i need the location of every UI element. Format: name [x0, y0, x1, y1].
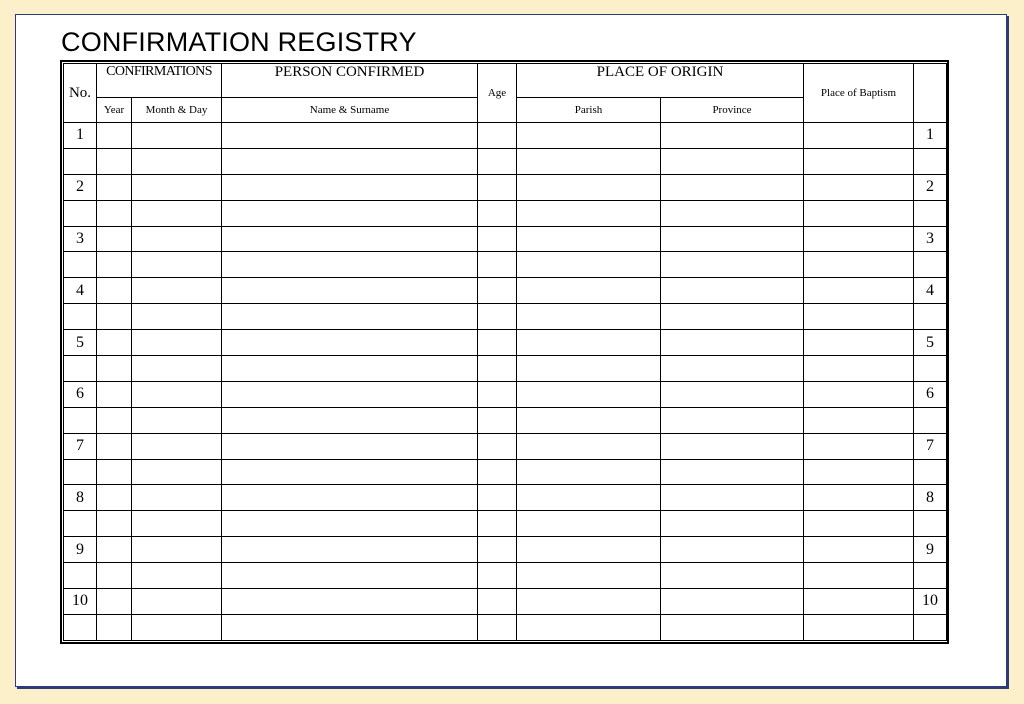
entry-number-left: 1 — [64, 123, 97, 149]
year-cell — [97, 614, 132, 640]
place-of-baptism-cell — [804, 278, 914, 304]
province-cell — [661, 200, 804, 226]
entry-number-left-blank — [64, 252, 97, 278]
entry-row — [64, 226, 947, 252]
age-cell — [478, 174, 517, 200]
entry-row-continuation — [64, 200, 947, 226]
year-cell — [97, 589, 132, 615]
name-surname-cell — [222, 511, 478, 537]
month-day-cell — [132, 356, 222, 382]
entry-number-right: 9 — [914, 537, 947, 563]
name-surname-cell — [222, 330, 478, 356]
name-surname-cell — [222, 614, 478, 640]
age-cell — [478, 459, 517, 485]
place-of-baptism-cell — [804, 252, 914, 278]
parish-cell — [517, 563, 661, 589]
age-cell — [478, 433, 517, 459]
entry-row — [64, 123, 947, 149]
name-surname-cell — [222, 537, 478, 563]
entry-number-right: 5 — [914, 330, 947, 356]
age-cell — [478, 226, 517, 252]
entry-number-right-blank — [914, 356, 947, 382]
place-of-baptism-cell — [804, 433, 914, 459]
entry-number-right-blank — [914, 511, 947, 537]
province-cell — [661, 330, 804, 356]
parish-cell — [517, 589, 661, 615]
year-cell — [97, 356, 132, 382]
entry-row — [64, 485, 947, 511]
entry-row — [64, 381, 947, 407]
place-of-baptism-cell — [804, 123, 914, 149]
entry-row — [64, 537, 947, 563]
month-day-cell — [132, 278, 222, 304]
entry-number-right-blank — [914, 304, 947, 330]
month-day-cell — [132, 381, 222, 407]
name-surname-cell — [222, 278, 478, 304]
entry-row-continuation — [64, 511, 947, 537]
parish-cell — [517, 304, 661, 330]
province-cell — [661, 278, 804, 304]
place-of-baptism-cell — [804, 148, 914, 174]
parish-cell — [517, 407, 661, 433]
entry-number-right-blank — [914, 200, 947, 226]
place-of-baptism-cell — [804, 407, 914, 433]
age-cell — [478, 511, 517, 537]
parish-cell — [517, 148, 661, 174]
month-day-cell — [132, 174, 222, 200]
entry-number-right-blank — [914, 614, 947, 640]
age-cell — [478, 148, 517, 174]
entry-number-right-blank — [914, 148, 947, 174]
province-cell — [661, 356, 804, 382]
registry-table — [63, 63, 947, 641]
entry-number-left: 4 — [64, 278, 97, 304]
age-cell — [478, 356, 517, 382]
year-cell — [97, 407, 132, 433]
entry-number-left-blank — [64, 511, 97, 537]
header-age: Age — [478, 64, 517, 123]
header-province: Province — [661, 98, 804, 123]
entry-number-right: 3 — [914, 226, 947, 252]
header-place-of-baptism: Place of Baptism — [804, 64, 914, 123]
entry-number-left: 9 — [64, 537, 97, 563]
age-cell — [478, 614, 517, 640]
place-of-baptism-cell — [804, 563, 914, 589]
entry-number-right-blank — [914, 252, 947, 278]
age-cell — [478, 485, 517, 511]
year-cell — [97, 537, 132, 563]
province-cell — [661, 174, 804, 200]
header-confirmations: CONFIRMATIONS — [97, 64, 222, 98]
age-cell — [478, 407, 517, 433]
parish-cell — [517, 537, 661, 563]
header-parish: Parish — [517, 98, 661, 123]
month-day-cell — [132, 148, 222, 174]
entry-number-right-blank — [914, 407, 947, 433]
name-surname-cell — [222, 304, 478, 330]
header-no: No. — [64, 64, 97, 123]
entry-number-right-blank — [914, 459, 947, 485]
province-cell — [661, 433, 804, 459]
name-surname-cell — [222, 407, 478, 433]
year-cell — [97, 278, 132, 304]
province-cell — [661, 563, 804, 589]
entry-number-right: 6 — [914, 381, 947, 407]
parish-cell — [517, 485, 661, 511]
header-person-confirmed: PERSON CONFIRMED — [222, 64, 478, 98]
entry-row-continuation — [64, 563, 947, 589]
entry-row-continuation — [64, 304, 947, 330]
entry-row-continuation — [64, 459, 947, 485]
registry-body — [64, 123, 947, 641]
age-cell — [478, 278, 517, 304]
year-cell — [97, 226, 132, 252]
entry-number-left-blank — [64, 356, 97, 382]
entry-number-left: 6 — [64, 381, 97, 407]
year-cell — [97, 459, 132, 485]
header-year: Year — [97, 98, 132, 123]
name-surname-cell — [222, 433, 478, 459]
month-day-cell — [132, 485, 222, 511]
entry-number-left-blank — [64, 200, 97, 226]
parish-cell — [517, 356, 661, 382]
entry-number-left-blank — [64, 459, 97, 485]
entry-number-left-blank — [64, 148, 97, 174]
name-surname-cell — [222, 123, 478, 149]
province-cell — [661, 589, 804, 615]
age-cell — [478, 330, 517, 356]
header-name-surname: Name & Surname — [222, 98, 478, 123]
entry-number-left: 8 — [64, 485, 97, 511]
month-day-cell — [132, 200, 222, 226]
entry-number-left: 3 — [64, 226, 97, 252]
year-cell — [97, 200, 132, 226]
entry-row-continuation — [64, 407, 947, 433]
name-surname-cell — [222, 589, 478, 615]
name-surname-cell — [222, 381, 478, 407]
name-surname-cell — [222, 200, 478, 226]
province-cell — [661, 304, 804, 330]
month-day-cell — [132, 614, 222, 640]
age-cell — [478, 563, 517, 589]
place-of-baptism-cell — [804, 589, 914, 615]
province-cell — [661, 252, 804, 278]
parish-cell — [517, 123, 661, 149]
year-cell — [97, 330, 132, 356]
entry-number-left-blank — [64, 614, 97, 640]
province-cell — [661, 381, 804, 407]
entry-row-continuation — [64, 252, 947, 278]
entry-number-left: 10 — [64, 589, 97, 615]
age-cell — [478, 304, 517, 330]
age-cell — [478, 537, 517, 563]
parish-cell — [517, 459, 661, 485]
place-of-baptism-cell — [804, 200, 914, 226]
year-cell — [97, 123, 132, 149]
place-of-baptism-cell — [804, 459, 914, 485]
parish-cell — [517, 614, 661, 640]
place-of-baptism-cell — [804, 381, 914, 407]
name-surname-cell — [222, 174, 478, 200]
month-day-cell — [132, 459, 222, 485]
entry-number-right: 8 — [914, 485, 947, 511]
entry-number-right: 1 — [914, 123, 947, 149]
year-cell — [97, 381, 132, 407]
province-cell — [661, 511, 804, 537]
age-cell — [478, 200, 517, 226]
place-of-baptism-cell — [804, 537, 914, 563]
entry-number-right: 2 — [914, 174, 947, 200]
province-cell — [661, 123, 804, 149]
entry-row-continuation — [64, 614, 947, 640]
place-of-baptism-cell — [804, 174, 914, 200]
month-day-cell — [132, 589, 222, 615]
name-surname-cell — [222, 226, 478, 252]
month-day-cell — [132, 226, 222, 252]
entry-row-continuation — [64, 148, 947, 174]
age-cell — [478, 123, 517, 149]
month-day-cell — [132, 407, 222, 433]
entry-row — [64, 589, 947, 615]
name-surname-cell — [222, 459, 478, 485]
province-cell — [661, 407, 804, 433]
entry-row-continuation — [64, 356, 947, 382]
age-cell — [478, 252, 517, 278]
place-of-baptism-cell — [804, 226, 914, 252]
place-of-baptism-cell — [804, 485, 914, 511]
age-cell — [478, 381, 517, 407]
province-cell — [661, 226, 804, 252]
year-cell — [97, 433, 132, 459]
year-cell — [97, 252, 132, 278]
header-blank — [914, 64, 947, 123]
entry-number-right: 4 — [914, 278, 947, 304]
name-surname-cell — [222, 485, 478, 511]
parish-cell — [517, 433, 661, 459]
year-cell — [97, 485, 132, 511]
entry-number-left: 5 — [64, 330, 97, 356]
month-day-cell — [132, 433, 222, 459]
place-of-baptism-cell — [804, 356, 914, 382]
entry-number-left: 7 — [64, 433, 97, 459]
parish-cell — [517, 511, 661, 537]
year-cell — [97, 511, 132, 537]
parish-cell — [517, 330, 661, 356]
entry-row — [64, 174, 947, 200]
parish-cell — [517, 381, 661, 407]
place-of-baptism-cell — [804, 330, 914, 356]
age-cell — [478, 589, 517, 615]
name-surname-cell — [222, 148, 478, 174]
place-of-baptism-cell — [804, 614, 914, 640]
month-day-cell — [132, 537, 222, 563]
month-day-cell — [132, 304, 222, 330]
name-surname-cell — [222, 563, 478, 589]
parish-cell — [517, 200, 661, 226]
year-cell — [97, 174, 132, 200]
entry-number-left-blank — [64, 407, 97, 433]
header-month-day: Month & Day — [132, 98, 222, 123]
province-cell — [661, 537, 804, 563]
name-surname-cell — [222, 252, 478, 278]
parish-cell — [517, 226, 661, 252]
entry-number-left-blank — [64, 304, 97, 330]
page-title: CONFIRMATION REGISTRY — [61, 27, 417, 57]
entry-row — [64, 330, 947, 356]
year-cell — [97, 148, 132, 174]
entry-number-right: 10 — [914, 589, 947, 615]
header-place-of-origin: PLACE OF ORIGIN — [517, 64, 804, 98]
place-of-baptism-cell — [804, 304, 914, 330]
year-cell — [97, 304, 132, 330]
entry-number-right-blank — [914, 563, 947, 589]
province-cell — [661, 148, 804, 174]
name-surname-cell — [222, 356, 478, 382]
entry-row — [64, 433, 947, 459]
province-cell — [661, 614, 804, 640]
entry-number-right: 7 — [914, 433, 947, 459]
parish-cell — [517, 252, 661, 278]
parish-cell — [517, 278, 661, 304]
month-day-cell — [132, 330, 222, 356]
month-day-cell — [132, 252, 222, 278]
month-day-cell — [132, 123, 222, 149]
parish-cell — [517, 174, 661, 200]
month-day-cell — [132, 511, 222, 537]
month-day-cell — [132, 563, 222, 589]
place-of-baptism-cell — [804, 511, 914, 537]
entry-row — [64, 278, 947, 304]
year-cell — [97, 563, 132, 589]
province-cell — [661, 485, 804, 511]
entry-number-left-blank — [64, 563, 97, 589]
province-cell — [661, 459, 804, 485]
entry-number-left: 2 — [64, 174, 97, 200]
